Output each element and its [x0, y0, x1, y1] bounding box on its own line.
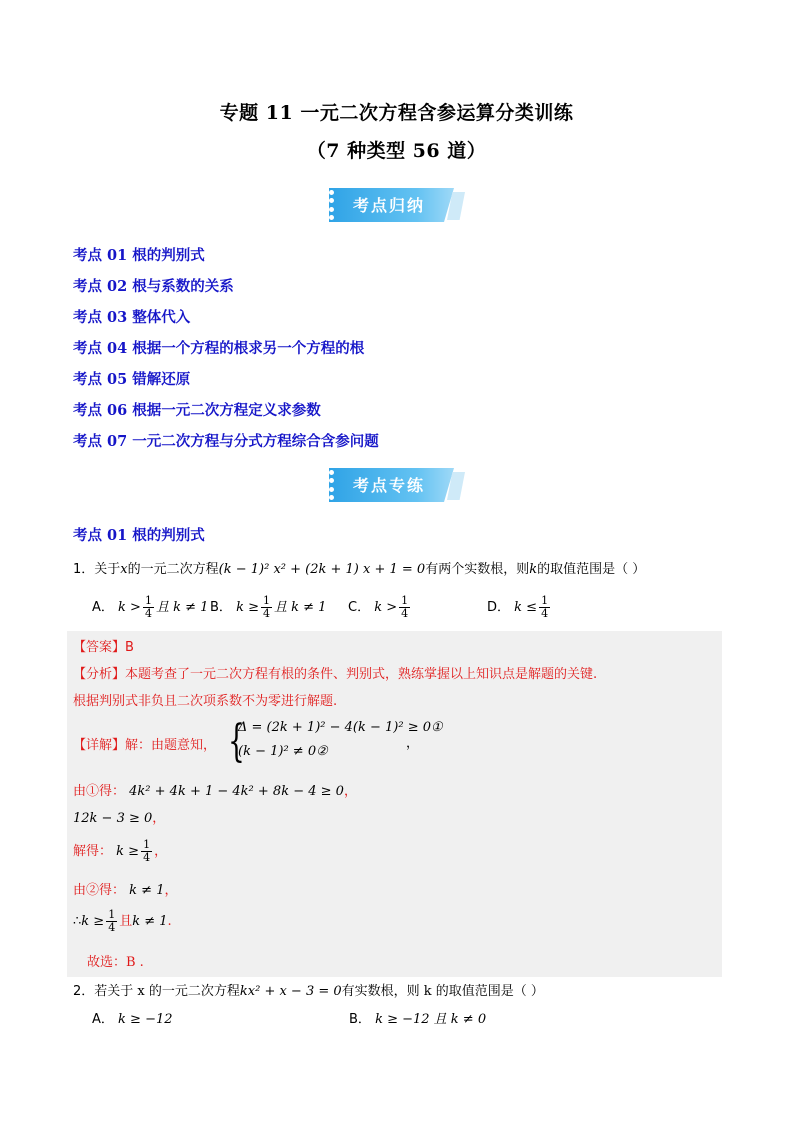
banner-dots-icon: [329, 470, 335, 500]
option-c[interactable]: C． k > $\frac{1}{4}$: [348, 594, 409, 620]
option-a[interactable]: A． k ≥ −12: [92, 1012, 173, 1027]
step-3: 解得： k ≥ $\frac{1}{4}$ ，: [73, 838, 168, 864]
toc-item-07[interactable]: 考点 07 一元二次方程与分式方程综合含参问题: [73, 433, 379, 450]
step-5: ∴k ≥ $\frac{1}{4}$ 且k ≠ 1.: [73, 908, 172, 934]
banner-label: 考点归纳: [353, 196, 426, 215]
analysis-line: 【分析】本题考查了一元二次方程有根的条件、判别式，熟练掌握以上知识点是解题的关键.: [73, 667, 598, 682]
section-heading: 考点 01 根的判别式: [73, 527, 205, 544]
detail-line: 【详解】解：由题意知，: [73, 738, 217, 753]
step-4: 由②得： k ≠ 1，: [73, 883, 178, 898]
option-a[interactable]: A． k > $\frac{1}{4}$ 且 k ≠ 1: [92, 594, 209, 620]
toc-item-01[interactable]: 考点 01 根的判别式: [73, 247, 205, 264]
answer-line: 【答案】B: [73, 640, 134, 655]
question-1: 1．关于x的一元二次方程(k − 1)² x² + (2k + 1) x + 1 = 0有两个实数根，则k的取值范围是（ ）: [73, 562, 646, 577]
step-2: 12k − 3 ≥ 0，: [73, 811, 166, 826]
toc-item-02[interactable]: 考点 02 根与系数的关系: [73, 278, 234, 295]
banner-label: 考点专练: [353, 476, 426, 495]
step-1: 由①得： 4k² + 4k + 1 − 4k² + 8k − 4 ≥ 0，: [73, 784, 357, 799]
toc-item-03[interactable]: 考点 03 整体代入: [73, 309, 191, 326]
equation: kx² + x − 3 = 0: [239, 984, 342, 999]
option-d[interactable]: D． k ≤ $\frac{1}{4}$: [487, 594, 549, 620]
toc-item-05[interactable]: 考点 05 错解还原: [73, 371, 191, 388]
toc-item-04[interactable]: 考点 04 根据一个方程的根求另一个方程的根: [73, 340, 365, 357]
final-choice: 故选：B .: [87, 955, 144, 970]
question-2: 2．若关于 x 的一元二次方程kx² + x − 3 = 0有实数根，则 k 的取值范围是（ ）: [73, 984, 544, 999]
page-title: 专题 11 一元二次方程含参运算分类训练: [219, 102, 574, 124]
page-subtitle: （7 种类型 56 道）: [306, 140, 487, 162]
option-b[interactable]: B． k ≥ $\frac{1}{4}$ 且 k ≠ 1: [210, 594, 327, 620]
banner-dots-icon: [329, 190, 335, 220]
option-b[interactable]: B． k ≥ −12 且 k ≠ 0: [349, 1012, 487, 1027]
practice-banner: [329, 465, 465, 505]
toc-item-06[interactable]: 考点 06 根据一元二次方程定义求参数: [73, 402, 321, 419]
summary-banner: [329, 185, 465, 225]
brace-icon: {: [228, 716, 245, 767]
equation: (k − 1)² x² + (2k + 1) x + 1 = 0: [218, 562, 426, 577]
analysis-line-2: 根据判别式非负且二次项系数不为零进行解题.: [73, 694, 338, 709]
